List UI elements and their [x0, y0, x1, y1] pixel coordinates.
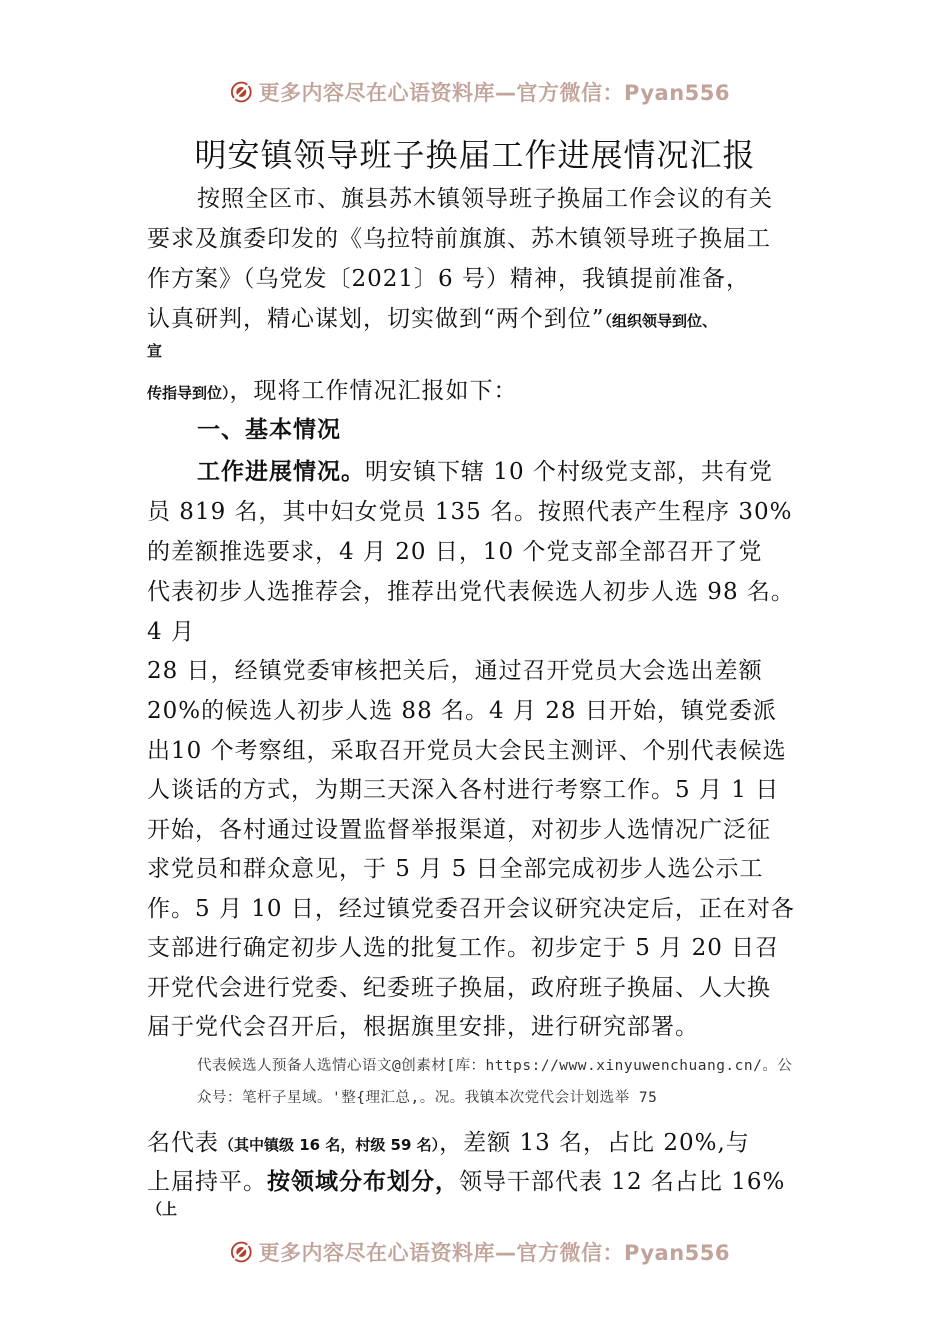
header-watermark-text: 更多内容尽在心语资料库—官方微信：Pyan556 — [258, 81, 730, 105]
closing-line-1 — [147, 1124, 750, 1157]
section-line-6: 28 日，经镇党委审核把关后，通过召开党员大会选出差额 — [147, 658, 763, 684]
section-line-7: 20%的候选人初步人选 88 名。4 月 28 日开始，镇党委派 — [147, 698, 777, 724]
brand-logo-icon — [230, 1234, 253, 1270]
section-line-5: 4 月 — [147, 619, 195, 645]
closing-line-1-a: 名代表 — [147, 1130, 219, 1156]
section-line-15: 届于党代会召开后，根据旗里安排，进行研究部署。 — [147, 1014, 699, 1040]
footer-watermark-text: 更多内容尽在心语资料库—官方微信：Pyan556 — [258, 1241, 730, 1265]
section-heading: 一、基本情况 — [197, 417, 341, 443]
intro-line-3: 作方案》（乌党发〔2021〕6 号）精神，我镇提前准备， — [147, 266, 750, 292]
closing-line-3-note: （上 — [147, 1200, 178, 1218]
closing-line-2 — [147, 1163, 785, 1196]
section-line-9: 人谈话的方式，为期三天深入各村进行考察工作。5 月 1 日 — [147, 777, 780, 803]
intro-line-2: 要求及旗委印发的《乌拉特前旗旗、苏木镇领导班子换届工 — [147, 226, 771, 252]
intro-line-6 — [147, 372, 518, 405]
intro-line-6-text: ，现将工作情况汇报如下： — [229, 378, 518, 404]
footer-watermark-banner — [230, 1232, 730, 1272]
closing-line-2-a: 上届持平。 — [147, 1169, 267, 1195]
intro-line-1: 按照全区市、旗县苏木镇领导班子换届工作会议的有关 — [197, 186, 773, 212]
section-line-14: 开党代会进行党委、纪委班子换届，政府班子换届、人大换 — [147, 975, 771, 1001]
section-lead: 工作进展情况。 — [197, 459, 365, 485]
intro-line-5-note: 宣 — [147, 342, 163, 360]
closing-line-1-b: ，差额 13 名，占比 20%,与 — [439, 1130, 750, 1156]
header-watermark-banner — [230, 72, 730, 112]
intro-line-4-note: （组织领导到位、 — [604, 312, 718, 330]
section-line-11: 求党员和群众意见，于 5 月 5 日全部完成初步人选公示工 — [147, 856, 764, 882]
embedded-note-line-2: 众号：笔杆子星域。'整{理汇总,。况。我镇本次党代会计划选举 75 — [197, 1090, 658, 1106]
brand-logo-icon — [230, 74, 253, 110]
intro-line-4-text: 认真研判，精心谋划，切实做到“两个到位” — [147, 306, 605, 332]
section-line-4: 代表初步人选推荐会，推荐出党代表候选人初步人选 98 名。 — [147, 579, 795, 605]
section-line-2: 员 819 名，其中妇女党员 135 名。按照代表产生程序 30% — [147, 499, 793, 525]
closing-line-2-bold: 按领域分布划分， — [267, 1169, 459, 1195]
section-line-10: 开始，各村通过设置监督举报渠道，对初步人选情况广泛征 — [147, 817, 771, 843]
embedded-note-line-1: 代表候选人预备人选情心语文@创素材[库：https://www.xinyuwenchuang.cn/。公 — [197, 1058, 793, 1074]
section-line-12: 作。5 月 10 日，经过镇党委召开会议研究决定后，正在对各 — [147, 896, 795, 922]
section-line-1-text: 明安镇下辖 10 个村级党支部，共有党 — [365, 459, 773, 485]
section-line-1 — [197, 453, 773, 486]
document-title: 明安镇领导班子换届工作进展情况汇报 — [194, 136, 756, 174]
intro-line-4 — [147, 300, 717, 333]
section-line-13: 支部进行确定初步人选的批复工作。初步定于 5 月 20 日召 — [147, 935, 780, 961]
section-line-8: 出10 个考察组，采取召开党员大会民主测评、个别代表候选 — [147, 738, 787, 764]
closing-line-1-note: （其中镇级 16 名，村级 59 名） — [219, 1136, 440, 1154]
section-line-3: 的差额推选要求，4 月 20 日，10 个党支部全部召开了党 — [147, 539, 763, 565]
closing-line-2-b: 领导干部代表 12 名占比 16% — [459, 1169, 786, 1195]
intro-line-6-note: 传指导到位） — [147, 384, 230, 402]
